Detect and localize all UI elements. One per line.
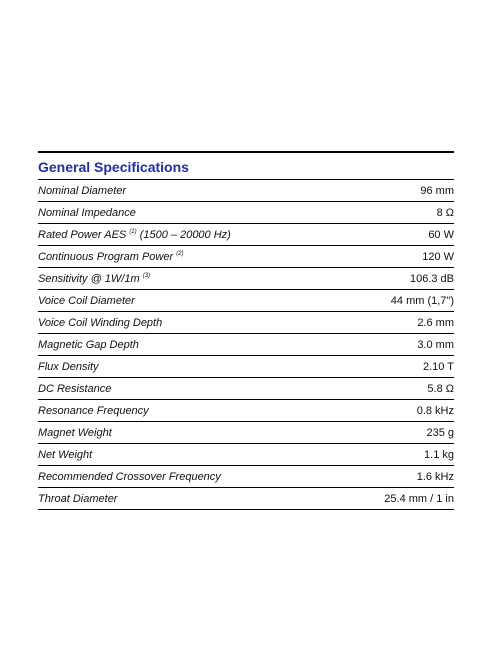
general-specifications-table (38, 151, 454, 510)
spec-value: 96 mm (420, 184, 454, 197)
section-title: General Specifications (38, 153, 454, 180)
spec-label: Magnet Weight (38, 426, 112, 439)
spec-row-flux-density (38, 356, 454, 378)
spec-label: Resonance Frequency (38, 404, 149, 417)
spec-row-voice-coil-winding-depth (38, 312, 454, 334)
spec-label: Continuous Program Power $^{(2)}$ (38, 250, 184, 263)
spec-row-voice-coil-diameter (38, 290, 454, 312)
spec-row-net-weight (38, 444, 454, 466)
spec-value: 5.8 Ω (427, 382, 454, 395)
spec-row-throat-diameter (38, 488, 454, 510)
spec-row-continuous-program-power (38, 246, 454, 268)
spec-row-nominal-impedance (38, 202, 454, 224)
spec-label: Recommended Crossover Frequency (38, 470, 221, 483)
spec-label: Net Weight (38, 448, 93, 461)
spec-label: Nominal Diameter (38, 184, 127, 197)
spec-value: 60 W (428, 228, 454, 241)
spec-value: 2.6 mm (417, 316, 454, 329)
spec-row-magnet-weight (38, 422, 454, 444)
spec-label: DC Resistance (38, 382, 112, 395)
spec-value: 8 Ω (436, 206, 454, 219)
spec-label: Magnetic Gap Depth (38, 338, 139, 351)
spec-row-magnetic-gap-depth (38, 334, 454, 356)
spec-label: Voice Coil Diameter (38, 294, 135, 307)
spec-value: 120 W (422, 250, 454, 263)
spec-value: 235 g (426, 426, 454, 439)
spec-label: Sensitivity @ 1W/1m $^{(3)}$ (38, 272, 151, 285)
spec-label: Throat Diameter (38, 492, 118, 505)
spec-value: 1.6 kHz (416, 470, 454, 483)
spec-value: 3.0 mm (417, 338, 454, 351)
spec-label: Flux Density (38, 360, 99, 373)
spec-value: 44 mm (1,7") (390, 294, 454, 307)
spec-label: Rated Power AES $^{(1)}$ (1500 – 20000 Hz) (38, 228, 231, 241)
spec-label: Voice Coil Winding Depth (38, 316, 163, 329)
spec-value: 1.1 kg (424, 448, 454, 461)
spec-value: 25.4 mm / 1 in (384, 492, 454, 505)
spec-row-recommended-crossover-frequency (38, 466, 454, 488)
spec-row-nominal-diameter (38, 180, 454, 202)
spec-row-sensitivity (38, 268, 454, 290)
spec-value: 0.8 kHz (416, 404, 454, 417)
spec-row-resonance-frequency (38, 400, 454, 422)
footnote-marker: (1) (129, 228, 137, 235)
spec-label: Nominal Impedance (38, 206, 136, 219)
footnote-marker: (3) (142, 272, 151, 279)
footnote-marker: (2) (176, 250, 184, 257)
spec-value: 106.3 dB (409, 272, 454, 285)
spec-row-rated-power-aes (38, 224, 454, 246)
spec-value: 2.10 T (423, 360, 454, 373)
spec-row-dc-resistance (38, 378, 454, 400)
